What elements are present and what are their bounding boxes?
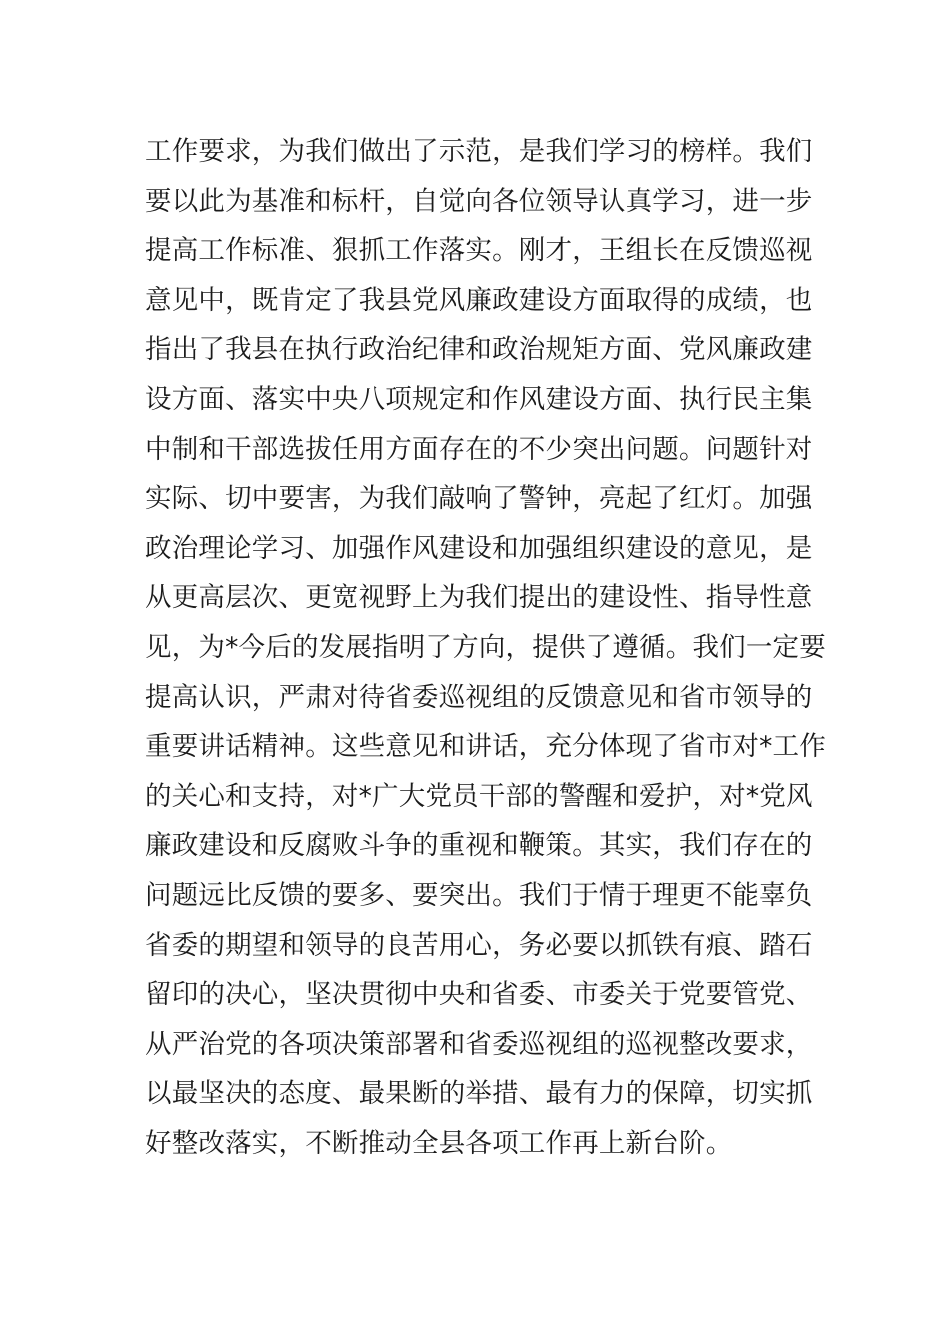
text-line: 提高认识，严肃对待省委巡视组的反馈意见和省市领导的 [145, 681, 813, 713]
text-line: 从更高层次、更宽视野上为我们提出的建设性、指导性意 [145, 582, 813, 614]
text-line: 中制和干部选拔任用方面存在的不少突出问题。问题针对 [145, 433, 813, 465]
text-line: 的关心和支持，对*广大党员干部的警醒和爱护，对*党风 [145, 780, 813, 812]
body-paragraph [145, 127, 825, 1168]
text-line: 好整改落实，不断推动全县各项工作再上新台阶。 [145, 1127, 733, 1159]
text-line: 提高工作标准、狠抓工作落实。刚才，王组长在反馈巡视 [145, 235, 813, 267]
text-line: 以最坚决的态度、最果断的举措、最有力的保障，切实抓 [145, 1078, 813, 1110]
text-line: 重要讲话精神。这些意见和讲话，充分体现了省市对*工作 [145, 731, 826, 763]
text-line: 政治理论学习、加强作风建设和加强组织建设的意见，是 [145, 532, 813, 564]
text-line: 见，为*今后的发展指明了方向，提供了遵循。我们一定要 [145, 631, 826, 663]
text-line: 从严治党的各项决策部署和省委巡视组的巡视整改要求， [145, 1028, 813, 1060]
text-line: 指出了我县在执行政治纪律和政治规矩方面、党风廉政建 [145, 334, 813, 366]
text-line: 意见中，既肯定了我县党风廉政建设方面取得的成绩，也 [145, 284, 813, 316]
text-line: 设方面、落实中央八项规定和作风建设方面、执行民主集 [145, 383, 813, 415]
text-line: 问题远比反馈的要多、要突出。我们于情于理更不能辜负 [145, 879, 813, 911]
text-line: 工作要求，为我们做出了示范，是我们学习的榜样。我们 [145, 136, 813, 167]
text-line: 实际、切中要害，为我们敲响了警钟，亮起了红灯。加强 [145, 483, 813, 515]
text-line: 要以此为基准和标杆，自觉向各位领导认真学习，进一步 [145, 185, 813, 217]
text-line: 留印的决心，坚决贯彻中央和省委、市委关于党要管党、 [145, 979, 813, 1011]
text-line: 廉政建设和反腐败斗争的重视和鞭策。其实，我们存在的 [145, 830, 813, 862]
text-line: 省委的期望和领导的良苦用心，务必要以抓铁有痕、踏石 [145, 929, 813, 961]
